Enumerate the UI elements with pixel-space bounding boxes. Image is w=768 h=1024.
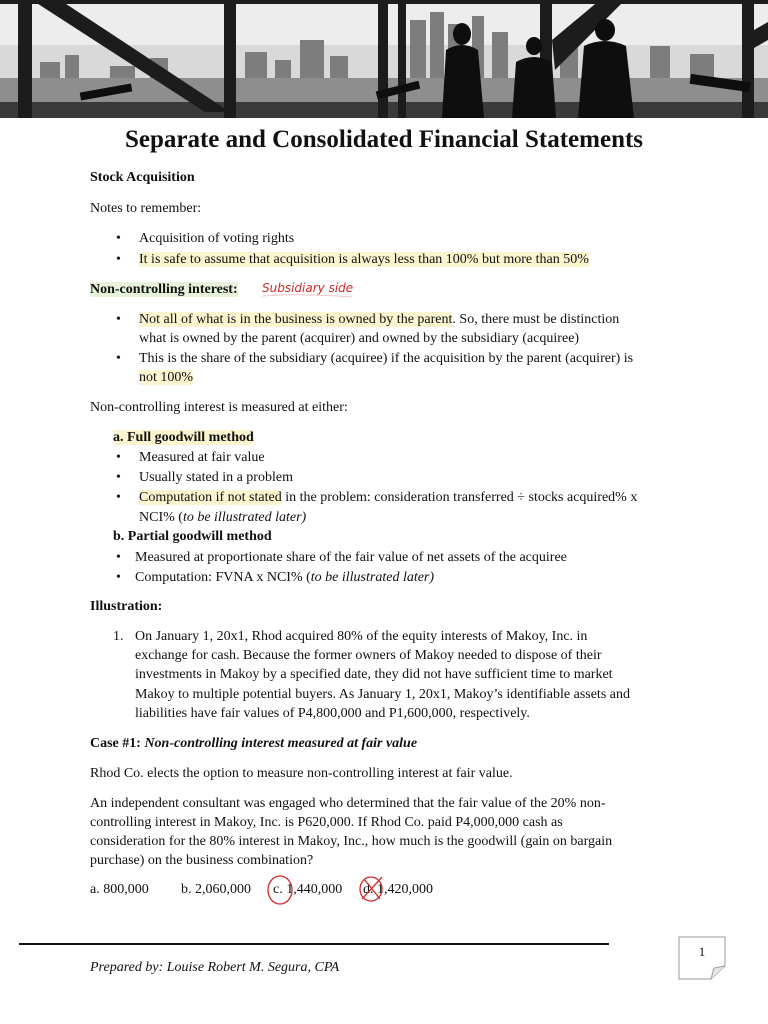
footer-divider bbox=[19, 943, 609, 945]
choice-c: c. 1,440,000 bbox=[273, 882, 343, 897]
nci-bullet-2-line-1: This is the share of the subsidiary (acquiree) if the acquisition by the parent (acquirer) is bbox=[139, 351, 634, 366]
bullet-dot: • bbox=[116, 231, 121, 246]
nci-bullet-2-line-2: not 100% bbox=[139, 370, 194, 385]
illustration-line-1: On January 1, 20x1, Rhod acquired 80% of the equity interests of Makoy, Inc. in bbox=[135, 629, 588, 644]
bullet-dot: • bbox=[116, 252, 121, 267]
method-a-bullet-2: Usually stated in a problem bbox=[139, 470, 293, 485]
question-line-1: An independent consultant was engaged who determined that the fair value of the 20% non- bbox=[90, 796, 606, 811]
elects-statement: Rhod Co. elects the option to measure non-controlling interest at fair value. bbox=[90, 766, 513, 781]
choice-b: b. 2,060,000 bbox=[181, 882, 251, 897]
cross-mark-choice-d bbox=[362, 877, 382, 899]
illustration-number: 1. bbox=[113, 629, 124, 644]
bullet-dot: • bbox=[116, 550, 121, 565]
choice-d: d. 1,420,000 bbox=[363, 882, 433, 897]
method-b-bullet-1: Measured at proportionate share of the fair value of net assets of the acquiree bbox=[135, 550, 567, 565]
bullet-dot: • bbox=[116, 490, 121, 505]
bullet-dot: • bbox=[116, 312, 121, 327]
bullet-dot: • bbox=[116, 570, 121, 585]
illustration-line-2: exchange for cash. Because the former owners of Makoy needed to dispose of their bbox=[135, 648, 602, 663]
circle-mark-choice-c bbox=[268, 876, 292, 904]
section-heading-stock-acquisition: Stock Acquisition bbox=[90, 170, 195, 185]
question-line-4: purchase) on the business combination? bbox=[90, 853, 314, 868]
prepared-by: Prepared by: Louise Robert M. Segura, CPA bbox=[90, 960, 340, 975]
nci-bullet-1-line-1: Not all of what is in the business is owned by the parent. So, there must be distinction bbox=[139, 312, 620, 327]
method-a-computation-line-2: NCI% (to be illustrated later) bbox=[139, 510, 307, 525]
bullet-dot: • bbox=[116, 470, 121, 485]
method-a-computation-line-1: Computation if not stated in the problem: consideration transferred ÷ stocks acquired% x bbox=[139, 490, 638, 505]
notes-bullet-1: Acquisition of voting rights bbox=[139, 231, 295, 246]
nci-heading: Non-controlling interest: bbox=[90, 282, 238, 297]
illustration-line-5: liabilities have fair values of P4,800,000 and P1,600,000, respectively. bbox=[135, 706, 530, 721]
question-line-3: consideration for the 80% interest in Makoy, Inc., how much is the goodwill (gain on bargain bbox=[90, 834, 613, 849]
choice-a: a. 800,000 bbox=[90, 882, 149, 897]
underline-mark bbox=[262, 295, 352, 297]
illustration-line-4: Makoy to multiple potential buyers. As January 1, 20x1, Makoy’s identifiable assets and bbox=[135, 687, 630, 702]
illustration-heading: Illustration: bbox=[90, 599, 163, 614]
bullet-dot: • bbox=[116, 351, 121, 366]
notes-label: Notes to remember: bbox=[90, 201, 202, 216]
measured-at-either: Non-controlling interest is measured at either: bbox=[90, 400, 348, 415]
method-a-bullet-1: Measured at fair value bbox=[139, 450, 265, 465]
page-number: 1 bbox=[698, 944, 706, 959]
document-title: Separate and Consolidated Financial Statements bbox=[124, 126, 644, 153]
handwritten-annotation: Subsidiary side bbox=[262, 281, 354, 295]
illustration-line-3: investments in Makoy by a specified date, they did not have sufficient time to market bbox=[135, 667, 613, 682]
nci-bullet-1-line-2: what is owned by the parent (acquirer) and owned by the subsidiary (acquiree) bbox=[139, 331, 580, 346]
question-line-2: controlling interest in Makoy, Inc. is P620,000. If Rhod Co. paid P4,000,000 cash as bbox=[90, 815, 563, 830]
method-b-heading: b. Partial goodwill method bbox=[113, 529, 272, 544]
bullet-dot: • bbox=[116, 450, 121, 465]
case-1-heading: Case #1: Non-controlling interest measured at fair value bbox=[90, 736, 418, 751]
method-b-computation: Computation: FVNA x NCI% (to be illustrated later) bbox=[135, 570, 435, 585]
notes-bullet-2: It is safe to assume that acquisition is always less than 100% but more than 50% bbox=[139, 252, 589, 267]
method-a-heading: a. Full goodwill method bbox=[113, 430, 254, 445]
